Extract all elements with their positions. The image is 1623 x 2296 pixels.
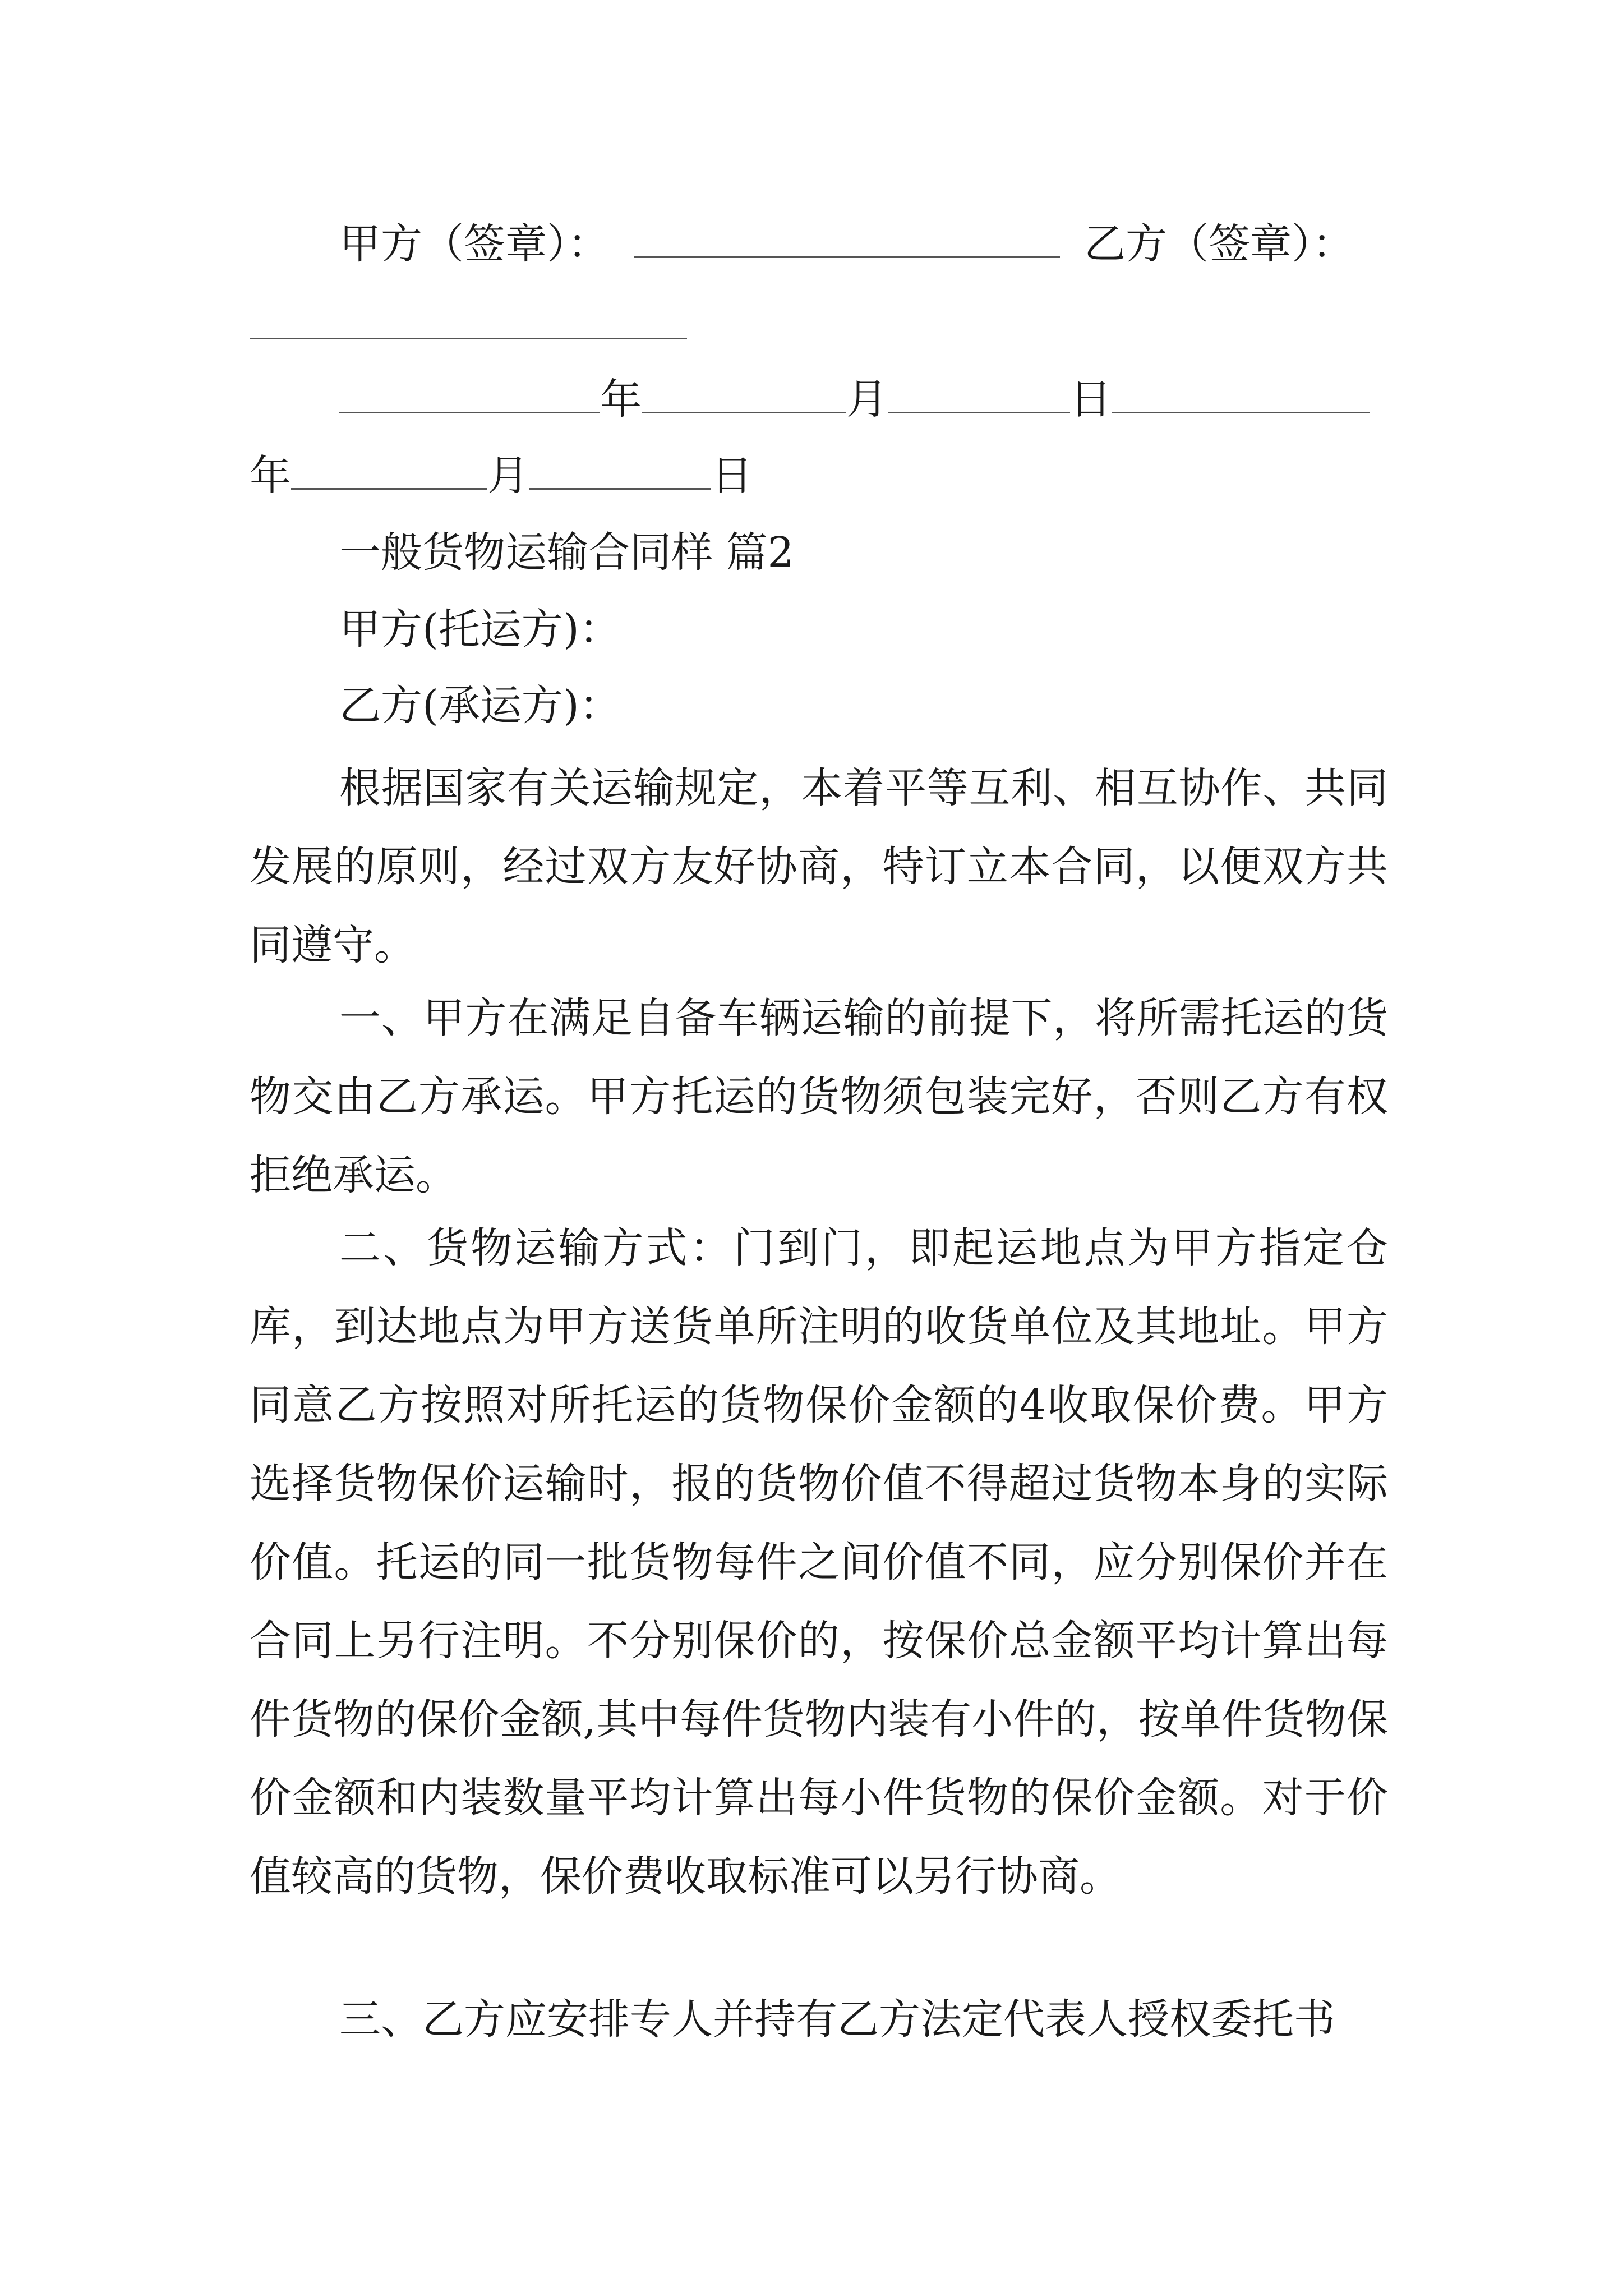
day-blank-a — [888, 377, 1070, 413]
carrier-label: 乙方(承运方)： — [339, 682, 621, 730]
year-label-a: 年 — [600, 375, 642, 424]
intro-paragraph: 根据国家有关运输规定，本着平等互利、相互协作、共同发展的原则，经过双方友好协商，特订立本合同，以便双方共同遵守。 — [250, 764, 1388, 969]
year-blank-a — [339, 377, 600, 413]
year-label-b: 年 — [250, 452, 291, 500]
party-b-signature-blank — [250, 303, 687, 339]
date-row-a — [339, 377, 1370, 422]
month-blank-b — [291, 453, 487, 490]
clause-2-paragraph: 二、货物运输方式：门到门，即起运地点为甲方指定仓库，到达地点为甲方送货单所注明的收货单位及其地址。甲方同意乙方按照对所托运的货物保价金额的4收取保价费。甲方选择货物保价运输时，报的货物价值不得超过货物本身的实际价值。托运的同一批货物每件之间价值不同，应分别保价并在合同上另行注明。不分别保价的，按保价总金额平均计算出每件货物的保价金额,其中每件货物内装有小件的，按单件货物保价金额和内装数量平均计算出每小件货物的保价金额。对于价值较高的货物，保价费收取标准可以另行协商。 — [250, 1224, 1388, 1901]
month-label-b: 月 — [487, 452, 529, 500]
year-blank-b — [1112, 377, 1370, 413]
shipper-label: 甲方(托运方)： — [339, 605, 621, 654]
clause-3-paragraph: 三、乙方应安排专人并持有乙方法定代表人授权委托书 — [339, 1995, 1335, 2044]
day-label-b: 日 — [711, 452, 753, 500]
party-b-signature-label: 乙方（签章）： — [1084, 220, 1354, 268]
day-label-a: 日 — [1070, 375, 1112, 424]
party-a-signature-label: 甲方（签章）： — [339, 220, 609, 268]
party-b-signature-blank-row — [250, 303, 687, 348]
month-label-a: 月 — [846, 375, 888, 424]
section-title: 一般货物运输合同样 篇2 — [339, 528, 794, 577]
party-a-signature-blank — [634, 222, 1060, 258]
day-blank-b — [529, 453, 711, 490]
clause-1-paragraph: 一、甲方在满足自备车辆运输的前提下，将所需托运的货物交由乙方承运。甲方托运的货物须包装完好，否则乙方有权拒绝承运。 — [250, 994, 1388, 1199]
signature-row — [339, 222, 1354, 266]
month-blank-a — [642, 377, 846, 413]
date-row-b — [250, 453, 753, 498]
